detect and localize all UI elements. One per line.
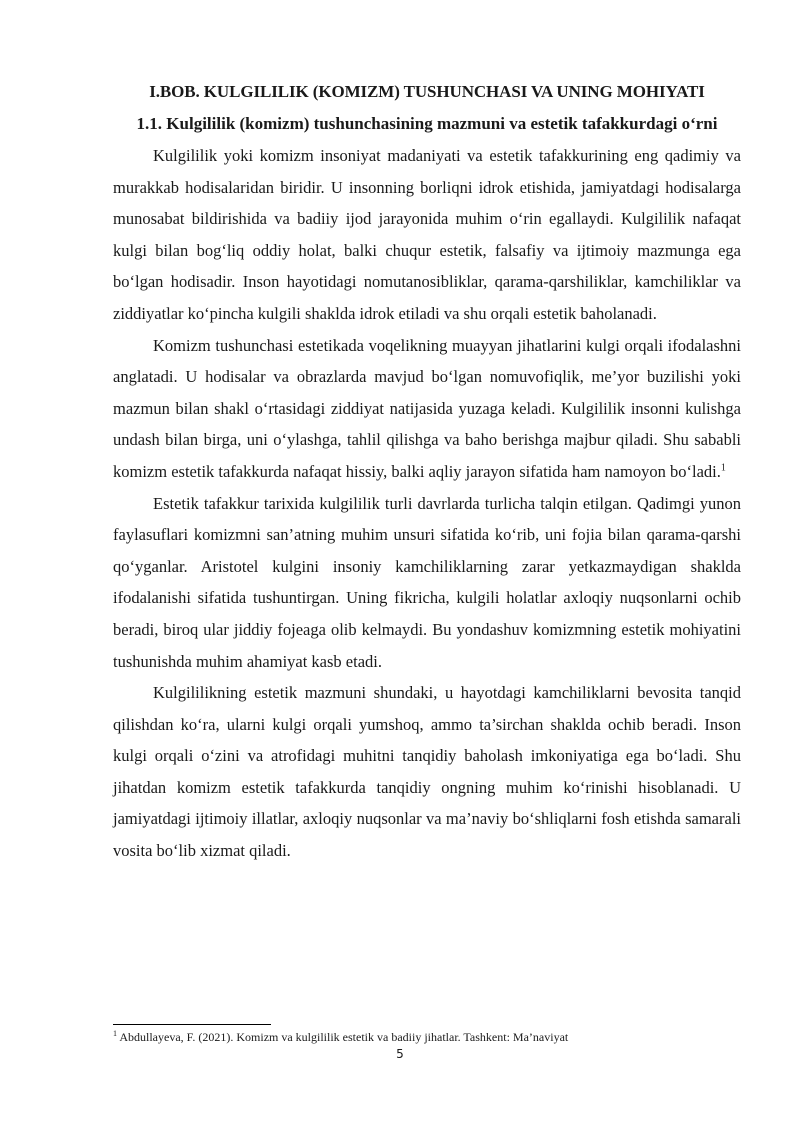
paragraph-2-text: Komizm tushunchasi estetikada voqelikning muayyan jihatlarini kulgi orqali ifodalashni anglatadi. U hodisalar va obrazlarda mavjud bo‘lgan nomuvofiqlik, me’yor buzilishi yoki mazmun bilan shakl o‘rtasidagi ziddiyat natijasida yuzaga keladi. Kulgililik insonni kulishga undash bilan birga, uni o‘ylashga, tahlil qilishga va baho berishga majbur qiladi. Shu sababli komizm estetik tafakkurda nafaqat hissiy, balki aqliy jarayon sifatida ham namoyon bo‘ladi. <box>113 335 741 481</box>
paragraph-3: Estetik tafakkur tarixida kulgililik turli davrlarda turlicha talqin etilgan. Qadimgi yunon faylasuflari komizmni san’atning muhim unsuri sifatida ko‘rib, uni fojia bilan qarama-qarshi qo‘yganlar. Aristotel kulgini insoniy kamchiliklarning zarar yetkazmaydigan shaklda ifodalanishi sifatida tushuntirgan. Uning fikricha, kulgili holatlar axloqiy nuqsonlarni ochib beradi, biroq ular jiddiy fojeaga olib kelmaydi. Bu yondashuv komizmning estetik mohiyatini tushunishda muhim ahamiyat kasb etadi. <box>113 493 741 671</box>
paragraph-1: Kulgililik yoki komizm insoniyat madaniyati va estetik tafakkurining eng qadimiy va murakkab hodisalaridan biridir. U insonning borliqni idrok etishida, jamiyatdagi hodisalarga munosabat bildirishida va badiiy ijod jarayonida muhim o‘rin egallaydi. Kulgililik nafaqat kulgi bilan bog‘liq oddiy holat, balki chuqur estetik, falsafiy va ijtimoiy mazmunga ega bo‘lgan hodisadir. Inson hayotidagi nomutanosibliklar, qarama-qarshiliklar, kamchiliklar va ziddiyatlar ko‘pincha kulgili shaklda idrok etiladi va shu orqali estetik baholanadi. <box>113 146 741 323</box>
chapter-heading: I.BOB. KULGILILIK (KOMIZM) TUSHUNCHASI VA UNING MOHIYATI <box>149 82 705 101</box>
footnote <box>113 1030 741 1045</box>
section-heading: 1.1. Kulgililik (komizm) tushunchasining mazmuni va estetik tafakkurdagi o‘rni <box>136 114 718 133</box>
footnote-text: Abdullayeva, F. (2021). Komizm va kulgililik estetik va badiiy jihatlar. Tashkent: Ma’naviyat <box>119 1030 569 1044</box>
footnote-reference[interactable]: 1 <box>720 462 726 474</box>
paragraph-2 <box>113 330 741 488</box>
footnote-marker: 1 <box>113 1029 117 1038</box>
paragraph-4: Kulgililikning estetik mazmuni shundaki, u hayotdagi kamchiliklarni bevosita tanqid qilishdan ko‘ra, ularni kulgi orqali yumshoq, ammo ta’sirchan shaklda ochib beradi. Inson kulgi orqali o‘zini va atrofidagi muhitni tanqidiy baholash imkoniyatiga ega bo‘ladi. Shu jihatdan komizm estetik tafakkurda tanqidiy ongning muhim ko‘rinishi hisoblanadi. U jamiyatdagi ijtimoiy illatlar, axloqiy nuqsonlar va ma’naviy bo‘shliqlarni fosh etishda samarali vosita bo‘lib xizmat qiladi. <box>113 683 741 861</box>
footnote-separator <box>113 1024 271 1025</box>
page-content <box>113 68 741 867</box>
page-number: 5 <box>396 1047 404 1061</box>
